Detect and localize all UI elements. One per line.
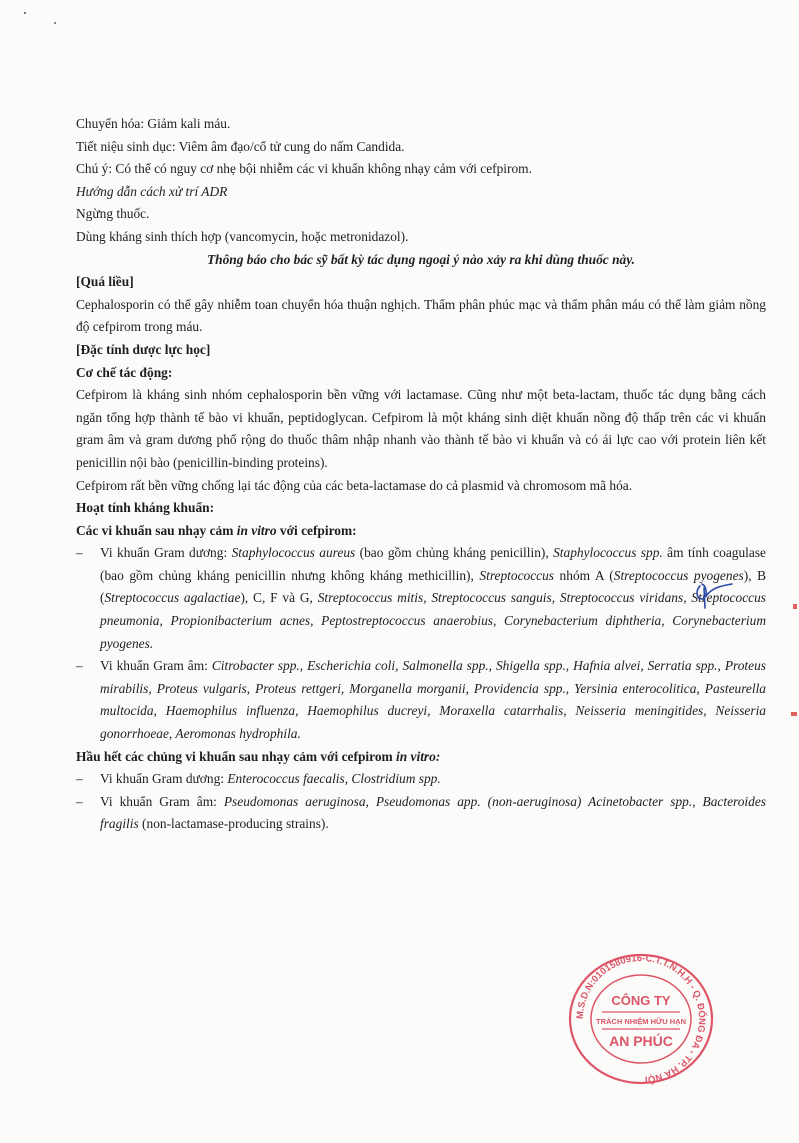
notify-doctor-line: Thông báo cho bác sỹ bất kỳ tác dụng ngoại ý nào xảy ra khi dùng thuốc này. (206, 251, 636, 267)
overdose-paragraph: Cephalosporin có thể gây nhiễm toan chuyển hóa thuận nghịch. Thẩm phân phúc mạc và thẩm phân máu có thể làm giảm nồng độ cefpirom trong máu. (76, 296, 766, 335)
mostly-sensitive-heading-text: Hầu hết các chủng vi khuẩn sau nhạy cảm với cefpirom (76, 748, 397, 764)
metabolism-line: Chuyển hóa: Giảm kali máu. (76, 116, 231, 131)
superinfection-note: Chú ý: Có thể có nguy cơ nhẹ bội nhiễm các vi khuẩn không nhạy cảm với cefpirom. (76, 161, 532, 177)
sensitive-heading-italic: in vitro (236, 522, 277, 538)
sensitive-list (76, 542, 766, 745)
gram-positive-item: – Vi khuẩn Gram dương: Staphylococcus aureus (bao gồm chủng kháng penicillin), Staphylococcus spp. âm tính coagulase (bao gồm chủng kháng penicillin nhưng không kháng methicillin), Streptococcus nhóm A (Streptococcus pyogenes), B (Streptococcus agalactiae), C, F và G, Streptococcus mitis, Streptococcus sanguis, Streptococcus viridans, Streptococcus pneumonia, Propionibacterium acnes, Peptostreptococcus anaerobius, Corynebacterium diphtheria, Corynebacterium pyogenes. (76, 542, 766, 655)
antibiotic-line: Dùng kháng sinh thích hợp (vancomycin, hoặc metronidazol). (76, 228, 409, 244)
margin-mark (793, 604, 797, 609)
seal-company-name: AN PHÚC (609, 1033, 673, 1049)
adr-management-heading: Hướng dẫn cách xử trí ADR (76, 183, 228, 199)
mechanism-paragraph: Cefpirom là kháng sinh nhóm cephalosporin bền vững với lactamase. Cũng như một beta-lactam, thuốc tác dụng bằng cách ngăn tổng hợp thành tế bào vi khuẩn, peptidoglycan. Cefpirom là một kháng sinh diệt khuẩn nồng độ thấp trên các vi khuẩn gram âm và gram dương phổ rộng do thuốc thâm nhập nhanh vào thành tế bào vi khuẩn và có ái lực cao với protein liên kết penicillin nội bào (penicillin-binding proteins). (76, 387, 766, 470)
overdose-heading: [Quá liều] (76, 274, 134, 290)
mostly-sensitive-heading-italic: in vitro: (396, 748, 441, 764)
seal-ring-text: M.S.D.N:0101580916-C.T.T.N.H.H - Q. ĐỐNG ĐA - TP. HÀ NỘI (574, 952, 708, 1085)
signature-mark (692, 578, 742, 610)
sensitive-heading-tail: với cefpirom: (276, 522, 357, 538)
scan-speck (54, 22, 56, 24)
scan-speck (24, 12, 26, 14)
stability-paragraph: Cefpirom rất bền vững chống lại tác động của các beta-lactamase do cả plasmid và chromosom mã hóa. (76, 477, 633, 493)
sensitive-heading (76, 520, 766, 543)
seal-company-label: CÔNG TY (611, 993, 671, 1008)
margin-mark (791, 712, 797, 716)
mostly-gram-negative-item: – Vi khuẩn Gram âm: Pseudomonas aeruginosa, Pseudomonas app. (non-aeruginosa) Acinetobacter spp., Bacteroides fragilis (non-lactamase-producing strains). (76, 791, 766, 836)
pharmacodynamics-heading: [Đặc tính dược lực học] (76, 341, 211, 357)
seal-company-type: TRÁCH NHIỆM HỮU HẠN (596, 1017, 686, 1026)
activity-heading: Hoạt tính kháng khuẩn: (76, 500, 215, 516)
urogenital-line: Tiết niệu sinh dục: Viêm âm đạo/cổ tử cung do nấm Candida. (76, 138, 405, 154)
mechanism-heading: Cơ chế tác động: (76, 364, 173, 380)
gram-negative-item: – Vi khuẩn Gram âm: Citrobacter spp., Escherichia coli, Salmonella spp., Shigella spp., Hafnia alvei, Serratia spp., Proteus mirabilis, Proteus vulgaris, Proteus rettgeri, Morganella morganii, Providencia spp., Yersinia enterocolitica, Pasteurella multocida, Haemophilus influenza, Haemophilus ducreyi, Moraxella catarrhalis, Neisseria meningitides, Neisseria gonorrhoeae, Aeromonas hydrophila. (76, 655, 766, 745)
document-body (76, 113, 766, 836)
company-seal (566, 952, 716, 1087)
mostly-gram-positive-item: – Vi khuẩn Gram dương: Enterococcus faecalis, Clostridium spp. (76, 768, 766, 791)
sensitive-heading-text: Các vi khuẩn sau nhạy cảm (76, 522, 237, 538)
mostly-sensitive-list (76, 768, 766, 836)
stop-drug-line: Ngừng thuốc. (76, 206, 150, 222)
mostly-sensitive-heading (76, 746, 766, 769)
